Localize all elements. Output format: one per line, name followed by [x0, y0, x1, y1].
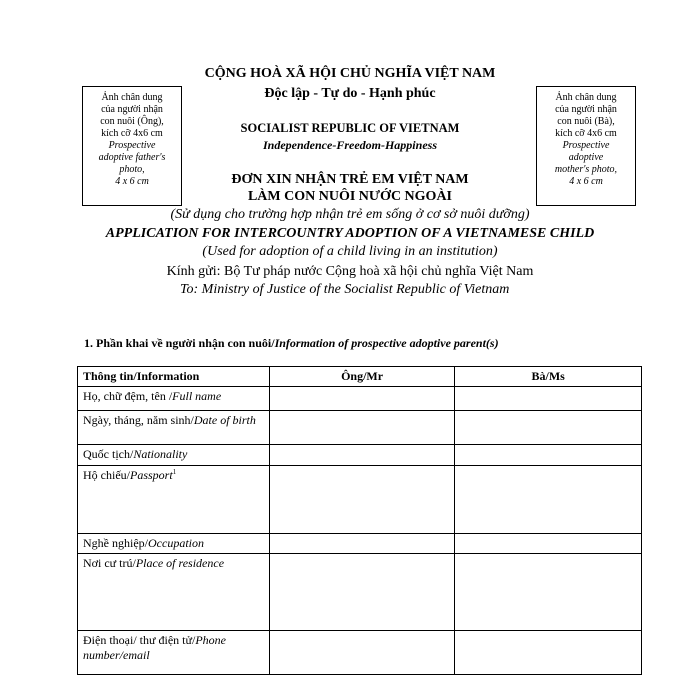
section-heading: [84, 336, 499, 351]
row-label-en: Full name: [172, 389, 222, 403]
full-name-ms-field[interactable]: [455, 387, 642, 411]
photo-caption: Ảnh chân dung: [555, 92, 617, 103]
motto-en: Independence-Freedom-Happiness: [263, 138, 437, 152]
photo-caption: con nuôi (Ông),: [100, 116, 164, 127]
place-of-residence-mr-field[interactable]: [269, 554, 455, 631]
row-label-en: Date of birth: [193, 413, 256, 427]
motto-vn: Độc lập - Tự do - Hạnh phúc: [264, 86, 436, 101]
row-label-vn: Ngày, tháng, năm sinh/: [83, 413, 194, 427]
row-label-date-of-birth: [78, 411, 270, 445]
row-label-occupation: [78, 534, 270, 554]
form-title-vn-line1: ĐƠN XIN NHẬN TRẺ EM VIỆT NAM: [231, 172, 469, 187]
row-label-en: Phone number/email: [83, 633, 226, 662]
place-of-residence-ms-field[interactable]: [455, 554, 642, 631]
photo-caption: của người nhận: [555, 104, 617, 115]
column-header-mr: Ông/Mr: [269, 367, 455, 387]
addressee-vn: Kính gửi: Bộ Tư pháp nước Cộng hoà xã hội chủ nghĩa Việt Nam: [166, 264, 534, 279]
nationality-ms-field[interactable]: [455, 445, 642, 466]
form-note-en: (Used for adoption of a child living in an institution): [202, 244, 498, 259]
photo-caption: kích cỡ 4x6 cm: [555, 128, 617, 139]
photo-caption: 4 x 6 cm: [569, 176, 603, 187]
phone-email-ms-field[interactable]: [455, 631, 642, 675]
photo-caption: adoptive father's: [98, 152, 166, 163]
photo-caption: của người nhận: [101, 104, 163, 115]
phone-email-mr-field[interactable]: [269, 631, 455, 675]
table-row: [78, 411, 642, 445]
row-label-en: Occupation: [148, 536, 204, 550]
table-row: [78, 466, 642, 534]
column-header-ms: Bà/Ms: [455, 367, 642, 387]
photo-caption: adoptive: [568, 152, 604, 163]
table-row: [78, 445, 642, 466]
column-header-information: Thông tin/Information: [78, 367, 270, 387]
row-label-en: Passport: [130, 468, 173, 482]
table-row: [78, 534, 642, 554]
form-title-vn-line2: LÀM CON NUÔI NƯỚC NGOÀI: [247, 189, 453, 204]
row-label-vn: Quốc tịch/: [83, 447, 134, 461]
country-name-en: SOCIALIST REPUBLIC OF VIETNAM: [240, 121, 460, 135]
row-label-phone-email: [78, 631, 270, 675]
photo-caption: Prospective: [108, 140, 156, 151]
row-label-passport: [78, 466, 270, 534]
form-title-en: APPLICATION FOR INTERCOUNTRY ADOPTION OF A VIETNAMESE CHILD: [105, 226, 595, 241]
row-label-full-name: [78, 387, 270, 411]
date-of-birth-mr-field[interactable]: [269, 411, 455, 445]
occupation-mr-field[interactable]: [269, 534, 455, 554]
row-label-vn: Họ, chữ đệm, tên /: [83, 389, 173, 403]
photo-caption: Prospective: [562, 140, 610, 151]
form-note-vn: (Sử dụng cho trường hợp nhận trẻ em sống ở cơ sở nuôi dưỡng): [170, 207, 530, 222]
row-label-nationality: [78, 445, 270, 466]
row-label-vn: Nơi cư trú/: [83, 556, 136, 570]
applicant-info-table: [77, 366, 642, 675]
table-row: [78, 631, 642, 675]
passport-mr-field[interactable]: [269, 466, 455, 534]
photo-caption: kích cỡ 4x6 cm: [101, 128, 163, 139]
passport-ms-field[interactable]: [455, 466, 642, 534]
row-label-vn: Điện thoại/ thư điện tử/: [83, 633, 196, 647]
table-row: [78, 554, 642, 631]
photo-caption: Ảnh chân dung: [101, 92, 163, 103]
footnote-marker: 1: [172, 468, 177, 476]
full-name-mr-field[interactable]: [269, 387, 455, 411]
date-of-birth-ms-field[interactable]: [455, 411, 642, 445]
addressee-en: To: Ministry of Justice of the Socialist Republic of Vietnam: [180, 282, 510, 297]
row-label-place-of-residence: [78, 554, 270, 631]
row-label-en: Nationality: [133, 447, 188, 461]
photo-caption: con nuôi (Bà),: [557, 116, 615, 127]
nationality-mr-field[interactable]: [269, 445, 455, 466]
occupation-ms-field[interactable]: [455, 534, 642, 554]
row-label-vn: Nghề nghiệp/: [83, 536, 148, 550]
country-name-vn: CỘNG HOÀ XÃ HỘI CHỦ NGHĨA VIỆT NAM: [204, 66, 496, 81]
section-heading-vn: 1. Phần khai về người nhận con nuôi/: [84, 336, 275, 350]
table-header-row: [78, 367, 642, 387]
photo-caption: photo,: [119, 164, 145, 175]
photo-caption: 4 x 6 cm: [115, 176, 149, 187]
row-label-en: Place of residence: [135, 556, 225, 570]
photo-caption: mother's photo,: [554, 164, 618, 175]
row-label-vn: Hộ chiếu/: [83, 468, 130, 482]
table-row: [78, 387, 642, 411]
section-heading-en: Information of prospective adoptive parent(s): [274, 336, 499, 350]
